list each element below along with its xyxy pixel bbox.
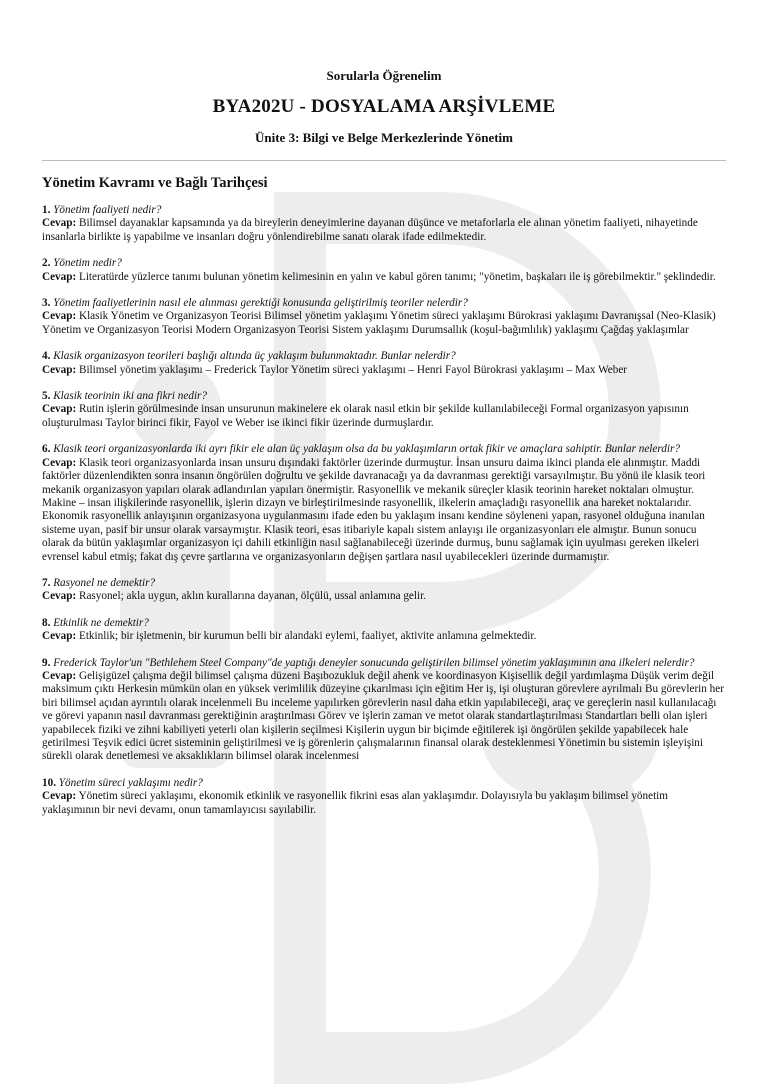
answer-label: Cevap:: [42, 456, 77, 469]
answer: [42, 403, 689, 428]
answer-label: Cevap:: [42, 790, 77, 803]
question-number: 10.: [42, 776, 56, 789]
answer: [42, 630, 536, 642]
answer-text: Klasik teori organizasyonlarda insan unsuru dışındaki faktörler üzerinde durmuştur. İnsan unsuru daima ikinci planda ele alınmıştır. Maddi faktörler düzenlendikten sonra insanın öngörülen doğrultu ve şekilde davranacağı ya da davranması gerektiği varsayılmıştır. Bu yönü ile klasik teori mekanik organizasyon yapıları olarak adlandırılan yapıları önermiştir. Rasyonellik ve mekanik süreçler klasik teorinin hareket noktaları olmuştur. Makine – insan ilişkilerinde rasyonellik, işlerin dizayn ve birleştirilmesinde rasyonellik, ilkelerin amaçladığı rasyonellik ana hareket noktalarıdır. Ekonomik rasyonellik anlayışının organizasyona uygulanmasını ifade eden bu yaklaşım insanı kendine söyleneni yapan, rasyonel olduğuna inanılan sisteme uyan, pasif bir unsur olarak varsaymıştır. Klasik teori, esas itibariyle kapalı sistem anlayışı ile organizasyonları ele almıştır. Bunun sonucu olarak da bütün yaklaşımlar organizasyon içi dahili etkinliğin nasıl sağlanabileceği üzerinde durmuş, bunu sağlamak için uyulması gereken ilkeleri evrensel kabul etmiş; fakat dış çevre şartlarına ve organizasyonların değişen şartlara nasıl uyabilecekleri üzerinde durmamıştır.: [42, 456, 706, 563]
answer: [42, 217, 698, 242]
answer: [42, 364, 627, 376]
question: [42, 443, 726, 456]
question: [42, 257, 726, 270]
unit-title: Ünite 3: Bilgi ve Belge Merkezlerinde Yönetim: [254, 130, 513, 145]
question: [42, 297, 726, 310]
answer: [42, 590, 426, 602]
answer: [42, 670, 724, 762]
answer-label: Cevap:: [42, 630, 77, 643]
question-text: Klasik teori organizasyonlarda iki ayrı fikir ele alan üç yaklaşım olsa da bu yaklaşımların ortak fikir ve amaçlara sahiptir. Bunlar nelerdir?: [53, 443, 680, 456]
answer-text: Bilimsel dayanaklar kapsamında ya da bireylerin deneyimlerine dayanan düşünce ve metaforlarla ele alınan yönetim faaliyeti, nihayetinde insanlarla birlikte iş yapabilme ve insanları doğru yönlendirebilme sanatı olarak ifade edilmektedir.: [42, 217, 698, 243]
answer-text: Rutin işlerin görülmesinde insan unsurunun makinelere ek olarak nasıl etkin bir şekilde kullanılabileceği Formal organizasyon yapısının oluşturulması Taylor birinci fikir, Fayol ve Weber ise ikinci fikir üzerinde durmuşlardır.: [42, 403, 689, 429]
qa-item: [42, 204, 726, 244]
qa-list: [42, 204, 726, 817]
qa-item: [42, 350, 726, 377]
question: [42, 617, 726, 630]
answer: [42, 790, 668, 815]
qa-item: [42, 257, 726, 284]
answer-label: Cevap:: [42, 270, 77, 283]
question-number: 8.: [42, 616, 51, 629]
question: [42, 577, 726, 590]
answer-label: Cevap:: [42, 590, 77, 603]
page-title: BYA202U - DOSYALAMA ARŞİVLEME: [212, 96, 556, 117]
answer-label: Cevap:: [42, 363, 77, 376]
question-text: Frederick Taylor'un "Bethlehem Steel Company"de yaptığı deneyler sonucunda geliştirilen bilimsel yönetim yaklaşımının ana ilkeleri nelerdir?: [53, 656, 695, 669]
question-number: 2.: [42, 257, 51, 270]
answer: [42, 310, 716, 335]
question-text: Rasyonel ne demektir?: [53, 576, 156, 589]
answer-text: Rasyonel; akla uygun, aklın kurallarına dayanan, ölçülü, ussal anlamına gelir.: [78, 590, 427, 603]
question: [42, 204, 726, 217]
answer-label: Cevap:: [42, 310, 77, 323]
question-number: 7.: [42, 576, 51, 589]
answer-text: Etkinlik; bir işletmenin, bir kurumun belli bir alandaki eylemi, faaliyet, aktivite anlamına gelmektedir.: [78, 630, 537, 643]
page-kicker: Sorularla Öğrenelim: [326, 68, 442, 83]
answer-text: Gelişigüzel çalışma değil bilimsel çalışma düzeni Başıbozukluk değil ahenk ve koordinasyon Kişisellik değil yardımlaşma Düşük verim değil maksimum çıktı Herkesin mümkün olan en yüksek verimlilik düzeyine çıkarılması için eğitim Her iş, işi oluşturan görevlere ayrılmalı Bu görevlerin her biri bilimsel açıdan ayrıntılı olarak incelenmeli Bu inceleme yapılırken görevlerin nasıl daha etkin yapılabileceği, araç ve gereçlerin nasıl kullanılacağı ve görevi yapanın nasıl davranması gerektiğinin araştırılması Görev ve işlerin zaman ve metot olarak standartlaştırılması Standartları belli olan işleri yapabilecek fiziki ve zihni kabiliyeti yeterli olan kişilerin seçilmesi Kişilerin uygun bir biçimde eğitilerek işi öngörülen şekilde yapabilecek hale getirilmesi Teşvik edici ücret sisteminin geliştirilmesi ve iş görenlerin çalışmalarının finansal olarak desteklenmesi Yönetimin bu sistemin işleyişini sürekli olarak denetlemesi ve aksaklıkların bilimsel olarak incelenmesi: [42, 669, 724, 763]
question-text: Yönetim faaliyetlerinin nasıl ele alınması gerektiği konusunda geliştirilmiş teoriler nelerdir?: [53, 297, 468, 310]
qa-item: [42, 577, 726, 604]
answer-text: Yönetim süreci yaklaşımı, ekonomik etkinlik ve rasyonellik fikrini esas alan yaklaşımdır. Dolayısıyla bu yaklaşım bilimsel yönetim yaklaşımının bir nevi devamı, onun tamamlayıcısı sayılabilir.: [42, 790, 668, 816]
qa-item: [42, 657, 726, 764]
question-number: 1.: [42, 204, 51, 216]
question-text: Yönetim süreci yaklaşımı nedir?: [58, 776, 203, 789]
answer-label: Cevap:: [42, 217, 77, 230]
question-number: 4.: [42, 350, 51, 363]
answer-text: Literatürde yüzlerce tanımı bulunan yönetim kelimesinin en yalın ve kabul gören tanımı; "yönetim, başkaları ile iş görebilmektir." şeklindedir.: [78, 270, 716, 283]
document-page: [0, 68, 768, 817]
question-number: 9.: [42, 656, 51, 669]
answer-label: Cevap:: [42, 669, 77, 682]
question-number: 6.: [42, 443, 51, 456]
question: [42, 777, 726, 790]
header-divider: [42, 160, 726, 161]
question: [42, 390, 726, 403]
question-number: 3.: [42, 297, 51, 310]
qa-item: [42, 617, 726, 644]
qa-item: [42, 777, 726, 817]
question-text: Klasik organizasyon teorileri başlığı altında üç yaklaşım bulunmaktadır. Bunlar nelerdir?: [53, 350, 456, 363]
answer: [42, 457, 705, 563]
qa-item: [42, 297, 726, 337]
question-text: Yönetim faaliyeti nedir?: [53, 204, 162, 216]
qa-item: [42, 390, 726, 430]
answer-text: Bilimsel yönetim yaklaşımı – Frederick Taylor Yönetim süreci yaklaşımı – Henri Fayol Bürokrasi yaklaşımı – Max Weber: [78, 363, 628, 376]
question-text: Etkinlik ne demektir?: [53, 616, 149, 629]
answer-label: Cevap:: [42, 403, 77, 416]
question-text: Yönetim nedir?: [53, 257, 122, 270]
question-text: Klasik teorinin iki ana fikri nedir?: [53, 390, 208, 403]
question-number: 5.: [42, 390, 51, 403]
section-title: Yönetim Kavramı ve Bağlı Tarihçesi: [42, 175, 268, 191]
answer: [42, 271, 716, 283]
answer-text: Klasik Yönetim ve Organizasyon Teorisi Bilimsel yönetim yaklaşımı Yönetim süreci yaklaşımı Bürokrasi yaklaşımı Davranışsal (Neo-Klasik) Yönetim ve Organizasyon Teorisi Modern Organizasyon Teorisi Sistem yaklaşımı Durumsallık (koşul-bağımlılık) yaklaşımı Çağdaş yaklaşımlar: [42, 310, 716, 336]
qa-item: [42, 443, 726, 564]
question: [42, 657, 726, 670]
question: [42, 350, 726, 363]
